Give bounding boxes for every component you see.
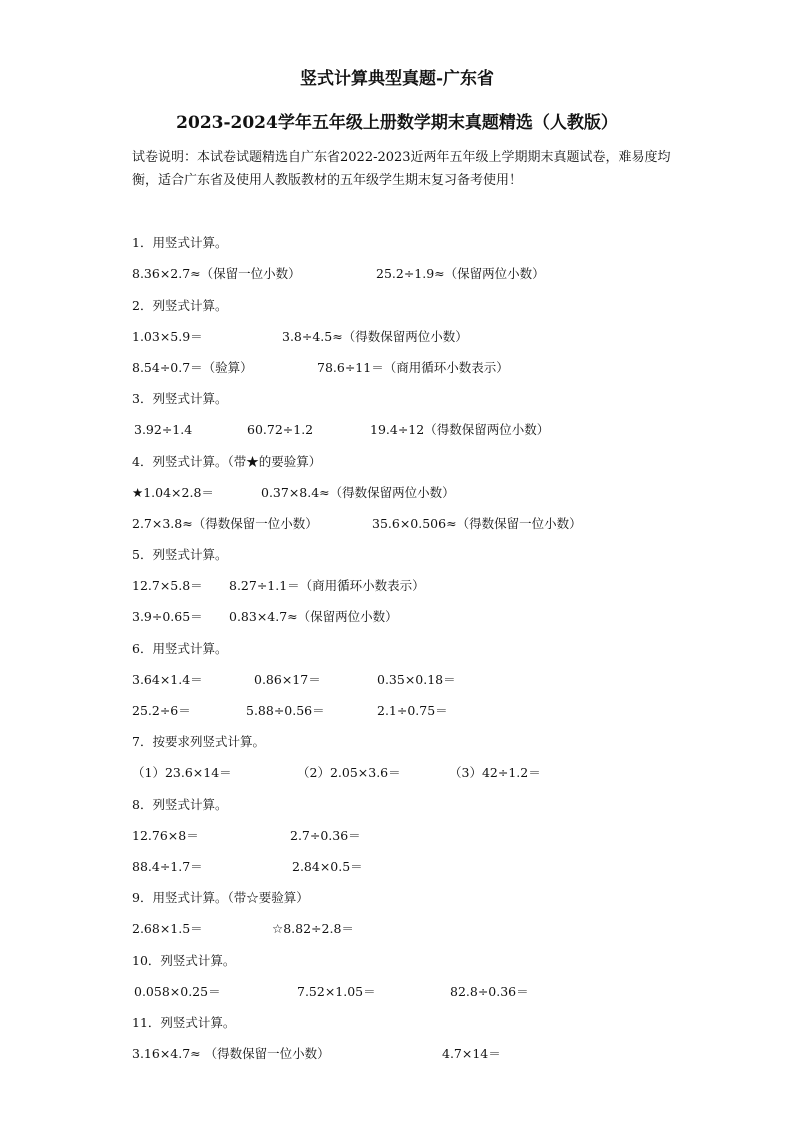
problem: （2）2.05×3.6＝ — [297, 765, 401, 780]
problem: 8.36×2.7≈（保留一位小数） — [132, 266, 301, 281]
problem: 5.88÷0.56＝ — [246, 703, 325, 718]
exam-description: 试卷说明：本试卷试题精选自广东省2022-2023近两年五年级上学期期末真题试卷，难易度均衡，适合广东省及使用人教版教材的五年级学生期末复习备考使用！ — [132, 150, 671, 188]
question-heading: 1．用竖式计算。 — [132, 235, 228, 250]
problem: 78.6÷11＝（商用循环小数表示） — [317, 360, 509, 375]
problem: ☆8.82÷2.8＝ — [272, 921, 354, 936]
problem: 0.058×0.25＝ — [134, 984, 221, 999]
problem: （3）42÷1.2＝ — [449, 765, 541, 780]
problem: 4.7×14＝ — [442, 1046, 501, 1061]
problem: 3.64×1.4＝ — [132, 672, 203, 687]
problem: 25.2÷6＝ — [132, 703, 191, 718]
problem: ★1.04×2.8＝ — [132, 485, 214, 500]
problem: 3.16×4.7≈ （得数保留一位小数） — [132, 1046, 330, 1061]
problem: 12.76×8＝ — [132, 828, 199, 843]
problem: 0.35×0.18＝ — [377, 672, 456, 687]
problem: 35.6×0.506≈（得数保留一位小数） — [372, 516, 582, 531]
question-heading: 9．用竖式计算。（带☆要验算） — [132, 890, 309, 905]
problem: 1.03×5.9＝ — [132, 329, 203, 344]
problem: 60.72÷1.2 — [247, 422, 314, 437]
problem: 8.54÷0.7＝（验算） — [132, 360, 253, 375]
question-heading: 5．列竖式计算。 — [132, 547, 228, 562]
problem: 2.84×0.5＝ — [292, 859, 363, 874]
problem: 12.7×5.8＝ — [132, 578, 203, 593]
question-heading: 6．用竖式计算。 — [132, 641, 228, 656]
title-line-2: 2023-2024学年五年级上册数学期末真题精选（人教版） — [176, 113, 618, 133]
problem: 88.4÷1.7＝ — [132, 859, 203, 874]
question-heading: 10．列竖式计算。 — [132, 953, 236, 968]
question-heading: 11．列竖式计算。 — [132, 1015, 236, 1030]
problem: 2.1÷0.75＝ — [377, 703, 448, 718]
problem: 3.8÷4.5≈（得数保留两位小数） — [282, 329, 468, 344]
problem: 8.27÷1.1＝（商用循环小数表示） — [229, 578, 425, 593]
problem: （1）23.6×14＝ — [132, 765, 232, 780]
question-heading: 8．列竖式计算。 — [132, 797, 228, 812]
question-heading: 4．列竖式计算。（带★的要验算） — [132, 454, 322, 469]
problem: 3.92÷1.4 — [134, 422, 193, 437]
question-heading: 2．列竖式计算。 — [132, 298, 228, 313]
question-heading: 3．列竖式计算。 — [132, 391, 228, 406]
problem: 25.2÷1.9≈（保留两位小数） — [376, 266, 545, 281]
problem: 0.83×4.7≈（保留两位小数） — [229, 609, 398, 624]
problem: 2.7×3.8≈（得数保留一位小数） — [132, 516, 318, 531]
question-heading: 7．按要求列竖式计算。 — [132, 734, 265, 749]
problem: 82.8÷0.36＝ — [450, 984, 529, 999]
problem: 2.7÷0.36＝ — [290, 828, 361, 843]
problem: 0.86×17＝ — [254, 672, 321, 687]
problem: 0.37×8.4≈（得数保留两位小数） — [261, 485, 455, 500]
title-line-1: 竖式计算典型真题-广东省 — [299, 69, 495, 89]
problem: 19.4÷12（得数保留两位小数） — [370, 422, 550, 437]
problem: 2.68×1.5＝ — [132, 921, 203, 936]
problem: 3.9÷0.65＝ — [132, 609, 203, 624]
problem: 7.52×1.05＝ — [297, 984, 376, 999]
